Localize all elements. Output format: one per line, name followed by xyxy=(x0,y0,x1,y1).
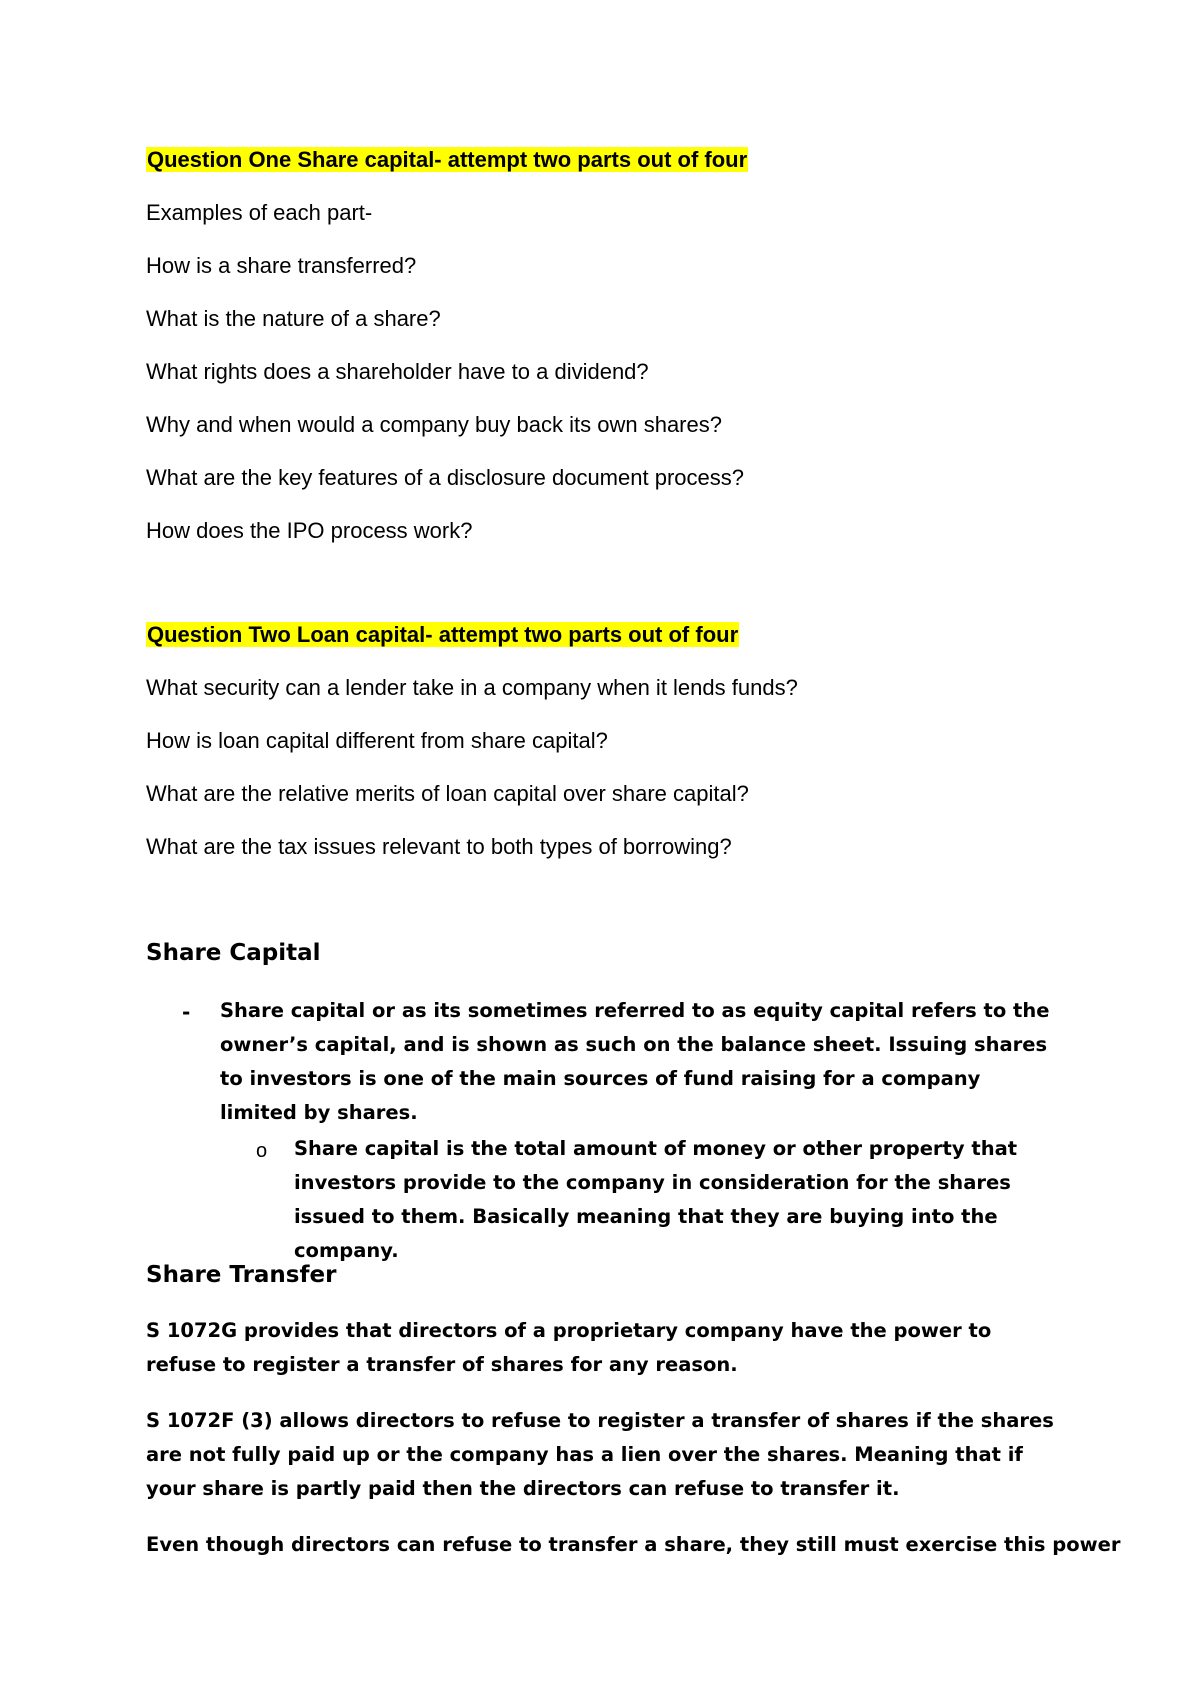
question-one-intro: Examples of each part- xyxy=(146,200,373,225)
bullet-dash: - xyxy=(182,1000,191,1024)
sub-bullet-marker: o xyxy=(256,1140,268,1162)
question-one-item: What rights does a shareholder have to a dividend? xyxy=(146,359,649,384)
question-two-heading xyxy=(146,622,739,648)
question-two-item: What are the relative merits of loan capital over share capital? xyxy=(146,781,749,806)
question-one-item: Why and when would a company buy back its own shares? xyxy=(146,412,722,437)
paragraph-text: provides that directors of a proprietary company have the power to refuse to register a transfer of shares for any reason. xyxy=(146,1319,992,1376)
question-two-item: How is loan capital different from share capital? xyxy=(146,728,608,753)
share-capital-sub-bullet: Share capital is the total amount of money or other property that investors provide to the company in consideration for the shares issued to them. Basically meaning that they are buying into the company. xyxy=(294,1137,1018,1262)
share-capital-heading: Share Capital xyxy=(146,940,321,966)
share-transfer-paragraph-1 xyxy=(146,1314,1066,1382)
question-two-item: What security can a lender take in a company when it lends funds? xyxy=(146,675,798,700)
question-one-item: How is a share transferred? xyxy=(146,253,417,278)
question-one-item: How does the IPO process work? xyxy=(146,518,473,543)
question-one-heading xyxy=(146,147,748,173)
section-reference: S 1072G xyxy=(146,1319,238,1342)
share-transfer-paragraph-3: Even though directors can refuse to transfer a share, they still must exercise this power xyxy=(146,1533,1121,1556)
paragraph-text: allows directors to refuse to register a transfer of shares if the shares are not fully paid up or the company has a lien over the shares. Meaning that if your share is partly paid then the directors can refuse to transfer it. xyxy=(146,1409,1054,1500)
question-two-item: What are the tax issues relevant to both types of borrowing? xyxy=(146,834,732,859)
question-one-item: What are the key features of a disclosure document process? xyxy=(146,465,744,490)
question-one-item: What is the nature of a share? xyxy=(146,306,441,331)
highlighted-text: Question Two Loan capital- attempt two parts out of four xyxy=(147,622,739,647)
share-transfer-paragraph-2 xyxy=(146,1404,1066,1506)
section-reference: S 1072F (3) xyxy=(146,1409,273,1432)
highlighted-text: Question One Share capital- attempt two parts out of four xyxy=(147,147,748,172)
share-capital-bullet: Share capital or as its sometimes referred to as equity capital refers to the owner’s capital, and is shown as such on the balance sheet. Issuing shares to investors is one of the main sources of fund raising for a company limited by shares. xyxy=(220,999,1050,1124)
share-transfer-heading: Share Transfer xyxy=(146,1262,337,1288)
